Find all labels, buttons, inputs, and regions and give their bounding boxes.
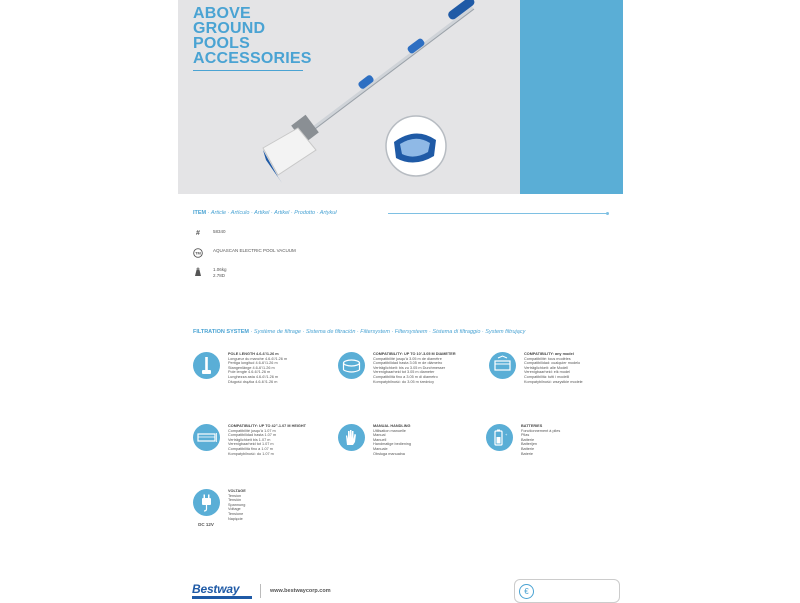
feature-line: Compatibilité jusqu’à 3.05 m de diamètre: [373, 356, 442, 361]
feature-text: [228, 424, 306, 456]
feature-heading: MANUAL HANDLING: [373, 424, 411, 428]
feature-text: [373, 352, 456, 384]
section-heading-main: FILTRATION SYSTEM: [193, 329, 250, 335]
product-image-vacuum: [178, 0, 520, 194]
feature-batteries: [486, 424, 560, 456]
feature-line: Compatibilidad hasta 3.05 m de diámetro: [373, 361, 443, 366]
feature-text: [373, 424, 411, 456]
plug-icon: [193, 489, 220, 516]
feature-line: Spannung: [228, 502, 246, 507]
title-line: ACCESSORIES: [193, 50, 312, 67]
item-row-number: [193, 229, 226, 239]
feature-line: Verenigbaarheid tot 1.07 m: [228, 442, 274, 447]
feature-line: Baterie: [521, 451, 534, 456]
feature-line: Compatibilidad: cualquier modelo: [524, 361, 581, 366]
feature-manual: [338, 424, 411, 456]
feature-text: [228, 352, 287, 384]
section-heading-main: ITEM: [193, 210, 207, 216]
website-link[interactable]: www.bestwaycorp.com: [270, 588, 331, 594]
feature-line: Batterie: [521, 437, 535, 442]
weight-icon: [193, 267, 203, 277]
feature-any-model: [489, 352, 583, 384]
any-model-icon: [489, 352, 516, 379]
title-line: GROUND: [193, 20, 266, 37]
feature-line: Stangenlänge 4.6-6’/1.26 m: [228, 365, 275, 370]
feature-line: Compatibilité jusqu’à 1.07 m: [228, 428, 276, 433]
pole-icon: [193, 352, 220, 379]
item-number: 58340: [213, 229, 226, 234]
title-line: POOLS: [193, 35, 251, 52]
feature-text: [228, 489, 246, 521]
item-weight: 1.06kg 2.78D: [213, 267, 227, 278]
feature-line: Verenigbaarheid: elk model: [524, 370, 571, 375]
price-box: [514, 579, 620, 603]
feature-pole-length: [193, 352, 287, 384]
item-section-heading: [193, 210, 337, 216]
feature-heading: POLE LENGTH 4.6-6’/1.26 m: [228, 352, 279, 356]
feature-line: Voltage: [228, 507, 241, 512]
feature-line: Verenigbaarheid tot 3.05 m diameter: [373, 370, 435, 375]
feature-line: Długość drążka 4.6-6’/1.26 m: [228, 379, 278, 384]
catalog-page: [178, 0, 623, 600]
feature-voltage: [193, 489, 246, 521]
section-rule: [388, 213, 608, 214]
battery-icon: [486, 424, 513, 451]
feature-text: [521, 424, 560, 456]
feature-line: Pilas: [521, 433, 530, 438]
feature-line: Kompatybilność: wszystkie modele: [524, 379, 583, 384]
section-rule-dot: [606, 212, 609, 215]
feature-line: Compatibilité: tous modèles: [524, 356, 571, 361]
euro-icon: €: [519, 584, 534, 599]
feature-line: Verträglichkeit: alle Modell: [524, 365, 569, 370]
feature-line: Manuell: [373, 437, 387, 442]
feature-line: Pertiga longitud 4.6-6’/1.26 m: [228, 361, 278, 366]
filtration-section-heading: [193, 329, 525, 335]
feature-heading: VOLTAGE: [228, 489, 246, 493]
feature-line: Compatibilidad hasta 1.07 m: [228, 433, 277, 438]
feature-line: Tension: [228, 493, 242, 498]
feature-line: Fonctionnement à piles: [521, 428, 561, 433]
tm-icon: [193, 248, 203, 258]
feature-line: Compatibilità: tutti i modelli: [524, 374, 570, 379]
feature-line: Obsługa manualna: [373, 451, 405, 456]
feature-line: Tensione: [228, 511, 244, 516]
section-heading-translations: · Article · Artículo · Artikel · Artikel · Prodotto · Artykuł: [207, 210, 337, 216]
feature-line: Batterie: [521, 446, 535, 451]
voltage-value: DC 12V: [198, 522, 214, 527]
hero-accent-panel: [520, 0, 623, 194]
feature-line: Tensión: [228, 498, 242, 503]
feature-heading: COMPATIBILITY: any model: [524, 352, 574, 356]
svg-text:+: +: [505, 432, 508, 437]
hero-banner: [178, 0, 623, 194]
title-line: ABOVE: [193, 5, 251, 22]
feature-diameter: [338, 352, 456, 384]
feature-line: Verträglichkeit: bis zu 3.05 m Durchmesser: [373, 365, 446, 370]
feature-line: Compatibilità fino a 1.07 m: [228, 446, 273, 451]
feature-heading: COMPATIBILITY: UP TO 10’-3.05 M DIAMETER: [373, 352, 456, 356]
feature-height: [193, 424, 306, 456]
pool-diameter-icon: [338, 352, 365, 379]
feature-line: Verträglichkeit bis 1.07 m: [228, 437, 271, 442]
feature-line: Lunghezza asta 4.6-6’/1.26 m: [228, 374, 279, 379]
footer-divider: [260, 584, 261, 598]
feature-line: Compatibilità fino a 3.05 m di diametro: [373, 374, 438, 379]
feature-line: Manuale: [373, 446, 388, 451]
feature-text: [524, 352, 583, 384]
item-row-name: [193, 248, 296, 258]
feature-line: Handmatige bediening: [373, 442, 411, 447]
section-heading-translations: · Système de filtrage · Sistema de filtración · Filtersystem · Filtersysteem · Sistema di filtraggio · System filtrujący: [250, 329, 526, 335]
hand-icon: [338, 424, 365, 451]
feature-line: Manual: [373, 433, 386, 438]
feature-line: Pole lengte 4.6-6’/1.26 m: [228, 370, 271, 375]
feature-line: Kompatybilność: do 1.07 m: [228, 451, 274, 456]
hash-icon: #: [196, 230, 200, 237]
feature-line: Kompatybilność: do 3.05 m średnicy: [373, 379, 434, 384]
feature-line: Utilisation manuelle: [373, 428, 406, 433]
item-name: AQUASCAN ELECTRIC POOL VACUUM: [213, 248, 296, 253]
feature-line: Longueur du manche 4.6-6’/1.26 m: [228, 356, 288, 361]
item-row-weight: [193, 267, 227, 278]
bestway-logo: Bestway: [192, 582, 240, 596]
feature-line: Napięcie: [228, 516, 243, 521]
feature-heading: BATTERIES: [521, 424, 543, 428]
logo-underline: [192, 596, 252, 599]
pool-height-icon: [193, 424, 220, 451]
svg-text:TM: TM: [195, 250, 201, 256]
feature-heading: COMPATIBILITY: UP TO 42”-1.07 M HEIGHT: [228, 424, 306, 428]
feature-line: Batterijen: [521, 442, 538, 447]
